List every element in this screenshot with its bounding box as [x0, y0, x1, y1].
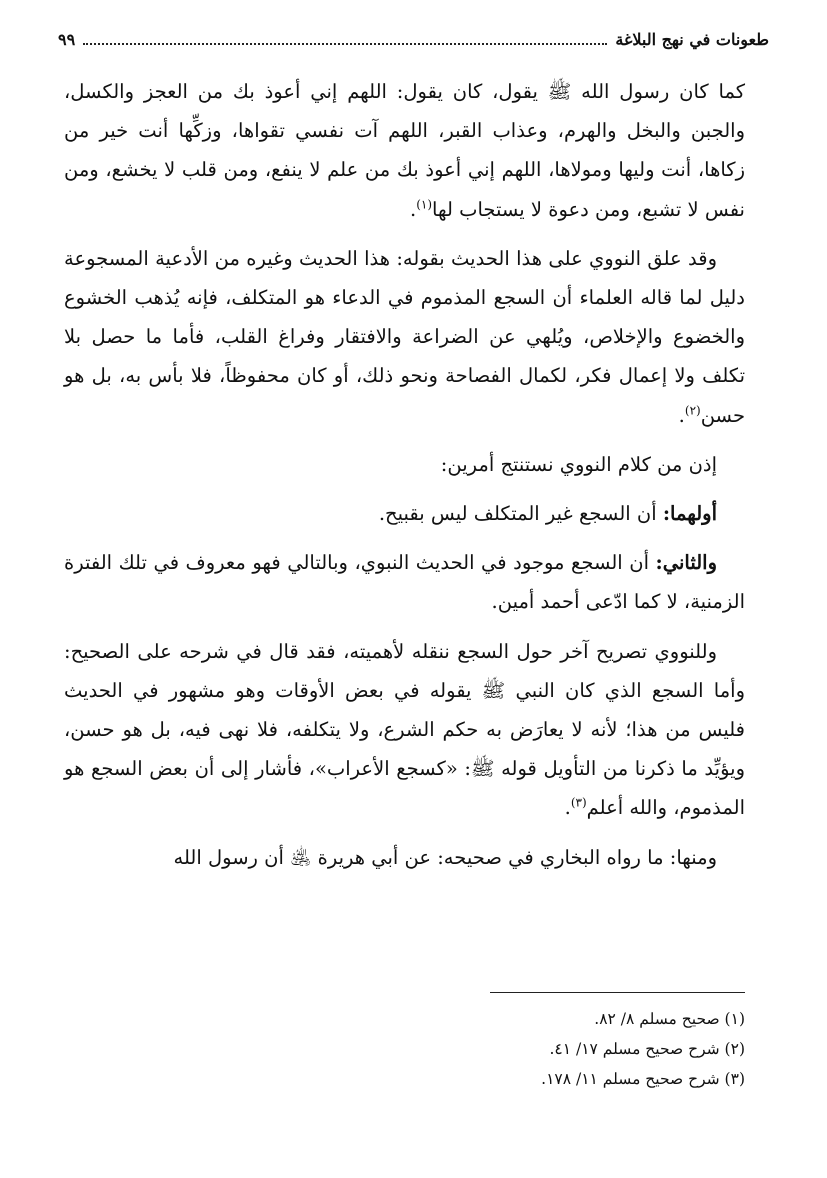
- book-title: طعونات في نهج البلاغة: [615, 30, 769, 49]
- paragraph: [64, 239, 745, 435]
- paragraph-text: ومنها: ما رواه البخاري في صحيحه: عن أبي هريرة ﵁ أن رسول الله: [173, 845, 717, 869]
- footnote-ref: (١): [416, 197, 433, 212]
- paragraph-end: .: [678, 403, 685, 427]
- footnote-item: (٣) شرح صحيح مسلم ١١/ ١٧٨.: [541, 1070, 745, 1088]
- paragraph-text: أن السجع موجود في الحديث النبوي، وبالتالي فهو معروف في تلك الفترة الزمنية، لا كما ادّعى أحمد أمين.: [64, 551, 745, 614]
- paragraph: [64, 543, 745, 621]
- paragraph: [64, 632, 745, 828]
- paragraph-lead: أولهما:: [662, 502, 717, 526]
- footnote-item: (٢) شرح صحيح مسلم ١٧/ ٤١.: [549, 1040, 745, 1058]
- dotted-leader: [83, 43, 607, 45]
- page-number: ٩٩: [58, 30, 76, 49]
- paragraph-text: كما كان رسول الله ﷺ يقول، كان يقول: اللهم إني أعوذ بك من العجز والكسل، والجبن والبخل والهرم، وعذاب القبر، اللهم آت نفسي تقواها، وزكِّها أنت خير من زكاها، أنت وليها ومولاها، اللهم إني أعوذ بك من علم لا ينفع، ومن قلب لا يخشع، ومن نفس لا تشبع، ومن دعوة لا يستجاب لها: [64, 80, 745, 221]
- paragraph-end: .: [410, 197, 417, 221]
- paragraph-text: إذن من كلام النووي نستنتج أمرين:: [440, 452, 717, 476]
- paragraph: [64, 494, 745, 533]
- paragraph: [64, 445, 745, 484]
- paragraph-text: وللنووي تصريح آخر حول السجع ننقله لأهميته، فقد قال في شرحه على الصحيح: وأما السجع الذي كان النبي ﷺ يقوله في بعض الأوقات وهو مشهور في الحديث فليس من هذا؛ لأنه لا يعارَض به حكم الشرع، ولا يتكلفه، فلا نهى فيه، بل هو حسن، ويؤيِّد ما ذكرنا من التأويل قوله ﷺ: «كسجع الأعراب»، فأشار إلى أن بعض السجع هو المذموم، والله أعلم: [64, 639, 745, 820]
- paragraph-text: وقد علق النووي على هذا الحديث بقوله: هذا الحديث وغيره من الأدعية المسجوعة دليل لما قاله العلماء أن السجع المذموم في الدعاء هو المتكلف، فإنه يُذهب الخشوع والخضوع والإخلاص، ويُلهي عن الضراعة والافتقار وفراغ القلب، فأما ما حصل بلا تكلف ولا إعمال فكر، لكمال الفصاحة ونحو ذلك، أو كان محفوظاً، فلا بأس به، بل هو حسن: [64, 246, 745, 427]
- paragraph: [64, 838, 745, 877]
- footnote-divider: [490, 992, 745, 993]
- paragraph-text: أن السجع غير المتكلف ليس بقبيح.: [378, 502, 663, 526]
- footnote-ref: (٢): [684, 403, 701, 418]
- footnote-item: (١) صحيح مسلم ٨/ ٨٢.: [594, 1010, 745, 1028]
- body-text: [64, 72, 745, 887]
- paragraph-lead: والثاني:: [655, 551, 717, 575]
- footnotes: [300, 1006, 745, 1096]
- paragraph-end: .: [564, 796, 571, 820]
- paragraph: [64, 72, 745, 229]
- footnote-ref: (٣): [570, 795, 587, 810]
- running-header: [58, 30, 769, 50]
